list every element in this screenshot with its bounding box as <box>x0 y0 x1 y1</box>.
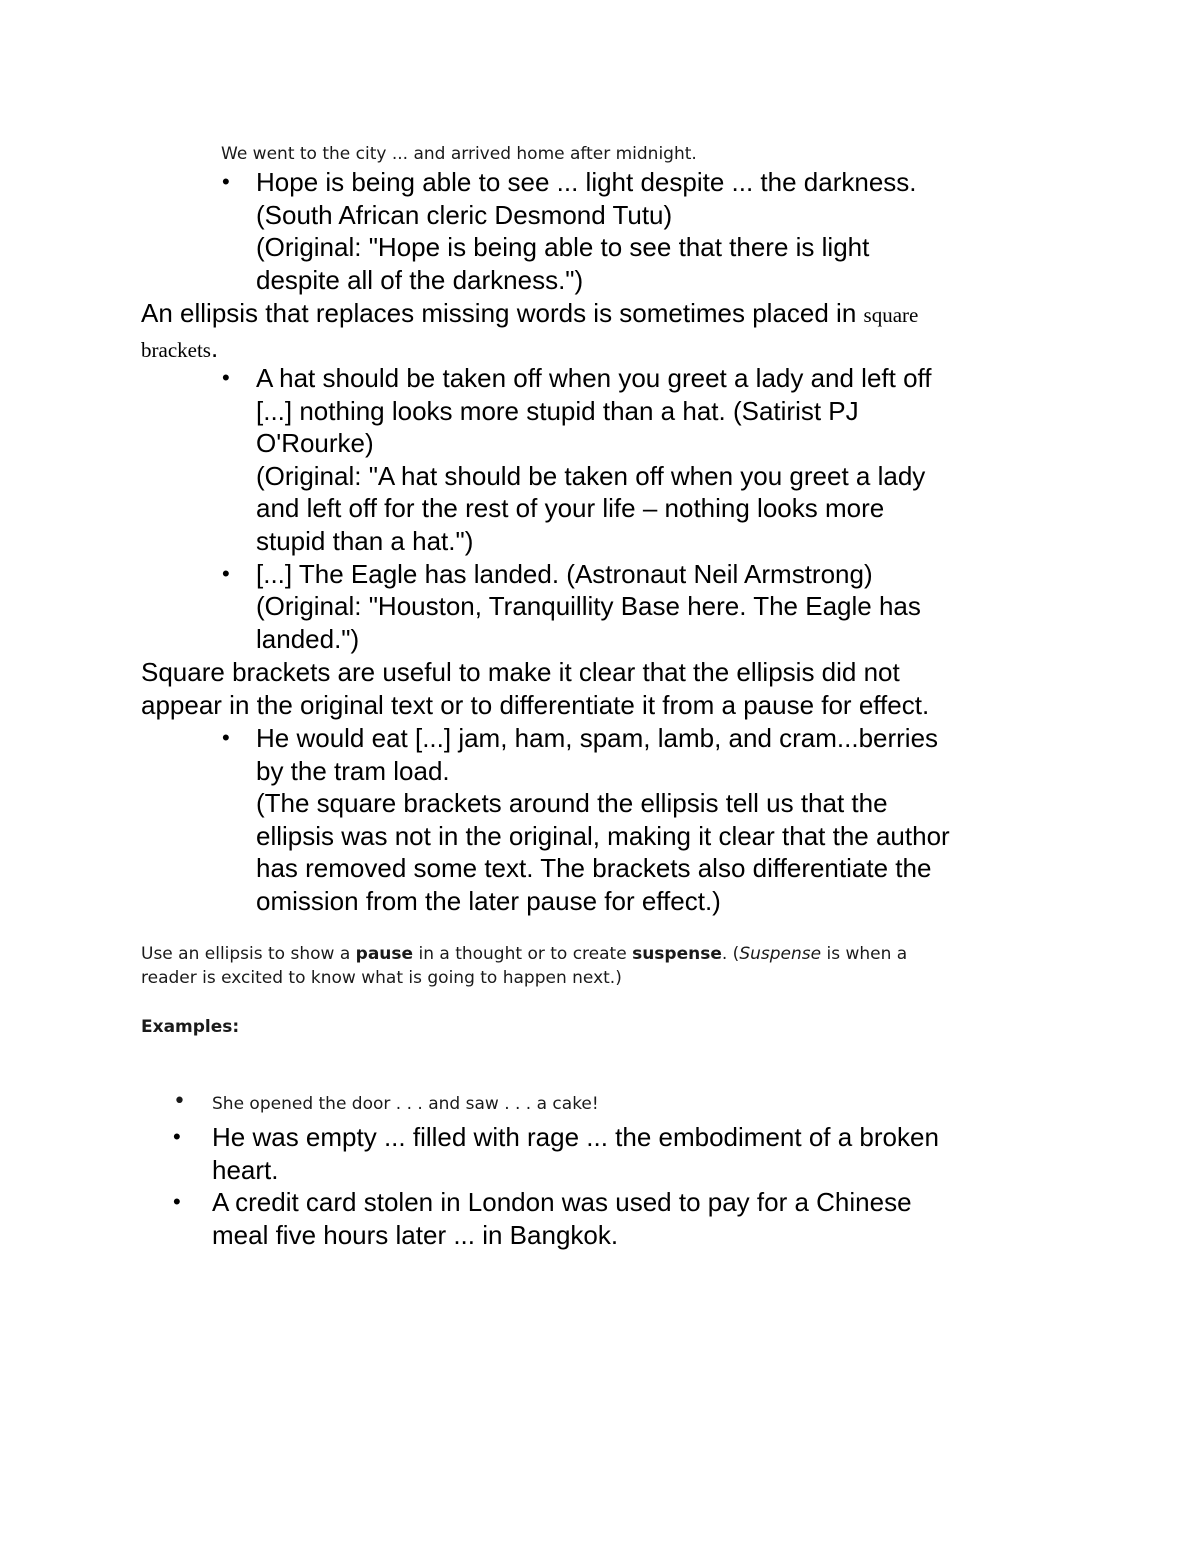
paragraph-text: in a thought or to create <box>413 944 633 964</box>
bullet-list-hat <box>222 362 1042 655</box>
bullet-icon: • <box>222 560 230 586</box>
paragraph-text: . <box>210 332 219 363</box>
list-item-line: despite all of the darkness.") <box>256 264 584 295</box>
serif-word: brackets <box>141 337 211 362</box>
paragraph-text: An ellipsis that replaces missing words is sometimes placed in <box>141 298 864 328</box>
list-item <box>173 1121 1033 1186</box>
paragraph-line: Square brackets are useful to make it clear that the ellipsis did not <box>141 657 900 687</box>
paragraph-line: appear in the original text or to differentiate it from a pause for effect. <box>141 689 930 720</box>
paragraph-text: . ( <box>721 944 740 964</box>
list-item-line: has removed some text. The brackets also differentiate the <box>256 853 932 884</box>
bullet-icon: • <box>222 725 230 750</box>
list-item-line: [...] nothing looks more stupid than a hat. (Satirist PJ <box>256 395 859 426</box>
bullet-icon: • <box>222 365 230 390</box>
example-line: heart. <box>212 1154 279 1185</box>
list-item <box>173 1186 1033 1251</box>
examples-list <box>173 1089 1033 1251</box>
list-item-line: and left off for the rest of your life – nothing looks more <box>256 493 885 524</box>
bullet-list-hope <box>222 166 1042 296</box>
list-item <box>222 362 1042 558</box>
example-text: She opened the door . . . and saw . . . a cake! <box>212 1094 599 1114</box>
list-item-line: O'Rourke) <box>256 428 374 459</box>
paragraph-suspense <box>141 942 1061 990</box>
intro-line: We went to the city ... and arrived home after midnight. <box>221 144 697 164</box>
list-item <box>222 166 1042 296</box>
list-item-line: ellipsis was not in the original, making it clear that the author <box>256 820 950 851</box>
list-item <box>173 1089 1033 1116</box>
example-line: A credit card stolen in London was used to pay for a Chinese <box>212 1187 912 1218</box>
list-item-line: (The square brackets around the ellipsis tell us that the <box>256 788 888 819</box>
list-item-line: A hat should be taken off when you greet a lady and left off <box>256 363 932 393</box>
paragraph-square-brackets <box>141 297 1041 366</box>
list-item-line: [...] The Eagle has landed. (Astronaut Neil Armstrong) <box>256 558 873 589</box>
example-line: He was empty ... filled with rage ... the embodiment of a broken <box>212 1122 939 1152</box>
list-item-line: (Original: "A hat should be taken off when you greet a lady <box>256 460 926 491</box>
list-item-line: landed.") <box>256 623 360 654</box>
list-item-line: Hope is being able to see ... light despite ... the darkness. <box>256 167 917 197</box>
serif-word: square <box>863 303 919 327</box>
bullet-list-jam <box>222 722 1042 918</box>
bold-term: suspense <box>632 944 722 964</box>
italic-term: Suspense <box>739 944 822 964</box>
bullet-icon: • <box>173 1089 186 1114</box>
list-item-line: by the tram load. <box>256 755 450 786</box>
bullet-icon: • <box>222 169 230 194</box>
paragraph-line: reader is excited to know what is going to happen next.) <box>141 968 622 988</box>
list-item-line: (Original: "Houston, Tranquillity Base here. The Eagle has <box>256 591 921 622</box>
list-item <box>222 558 1042 656</box>
bold-term: pause <box>355 944 414 964</box>
list-item-line: omission from the later pause for effect.) <box>256 885 721 916</box>
paragraph-text: is when a <box>821 944 908 964</box>
list-item-line: (South African cleric Desmond Tutu) <box>256 199 673 230</box>
paragraph-text: Use an ellipsis to show a <box>141 944 356 964</box>
paragraph-brackets-useful <box>141 656 1041 721</box>
list-item <box>222 722 1042 918</box>
list-item-line: stupid than a hat.") <box>256 525 474 556</box>
bullet-icon: • <box>173 1124 181 1149</box>
list-item-line: (Original: "Hope is being able to see that there is light <box>256 232 870 263</box>
example-line: meal five hours later ... in Bangkok. <box>212 1219 619 1250</box>
list-item-line: He would eat [...] jam, ham, spam, lamb, and cram...berries <box>256 723 939 753</box>
bullet-icon: • <box>173 1189 181 1215</box>
examples-heading: Examples: <box>141 1017 240 1037</box>
